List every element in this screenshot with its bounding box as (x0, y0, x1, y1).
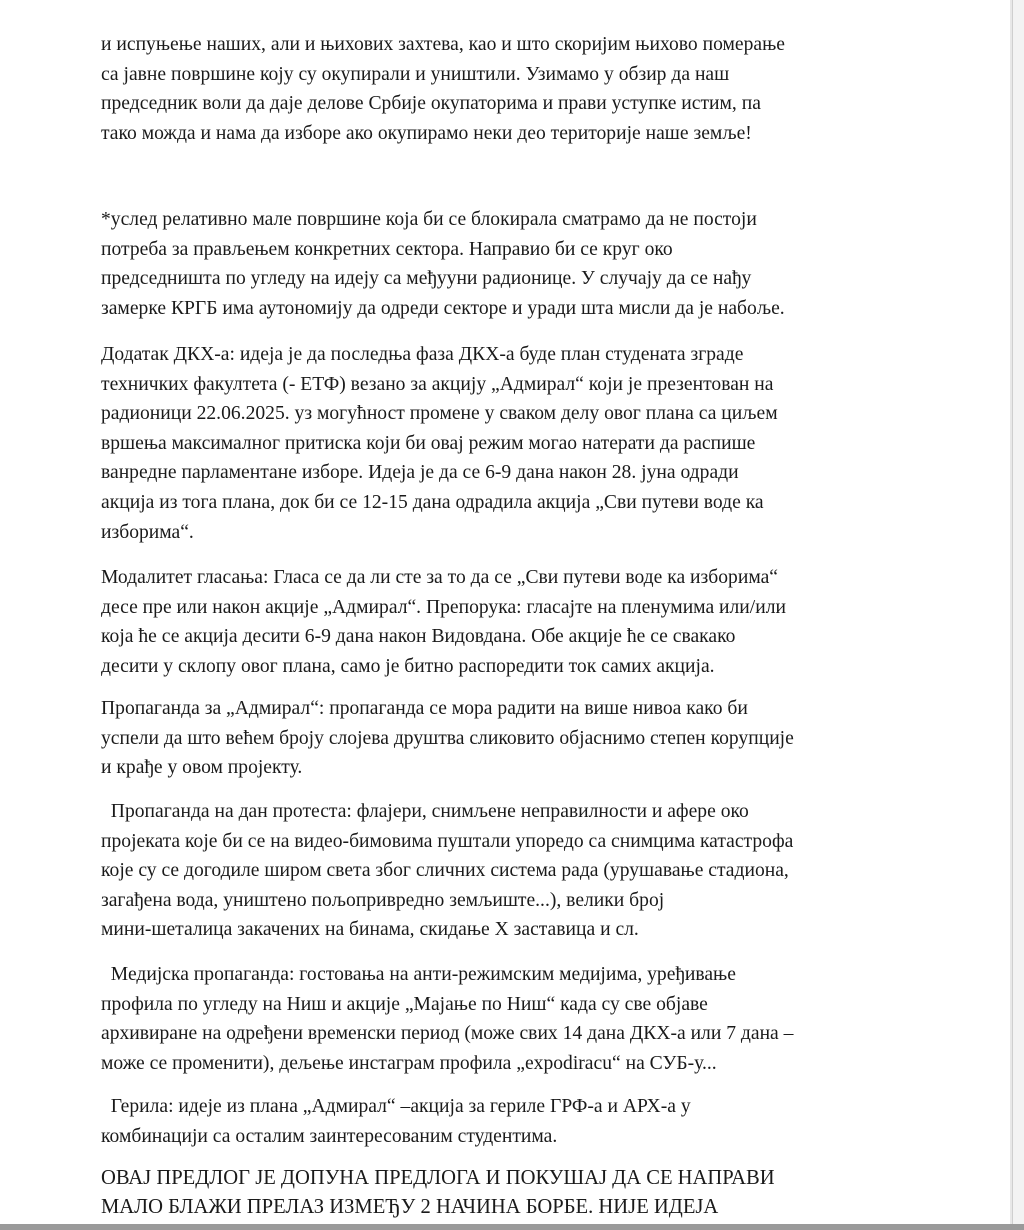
paragraph-media-propaganda (101, 960, 901, 1078)
text-line: тако можда и нама да изборе ако окупирамо неки део територије наше земље! (101, 122, 752, 144)
text-line: и крађе у овом пројекту. (101, 757, 303, 779)
text-line: комбинацији са осталим заинтересованим студентима. (101, 1125, 558, 1147)
text-line: загађена вода, уништено пољопривредно земљиште...), велики број (101, 889, 665, 911)
text-line: и испуњење наших, али и њихових захтева, као и што скоријим њихово померање (101, 34, 785, 55)
text-line: потреба за прављењем конкретних сектора. Направио би се круг око (101, 238, 673, 260)
text-line: која ће се акција десити 6-9 дана након Видовдана. Обе акције ће се свакако (101, 626, 736, 648)
text-line: техничких факултета (- ЕТФ) везано за акцију „Адмирал“ који је презентован на (101, 373, 774, 395)
text-line: Герила: идеје из плана „Адмирал“ –акција за гериле ГРФ-а и АРХ-а у (101, 1096, 691, 1117)
scroll-bottom-bar[interactable] (0, 1224, 1024, 1230)
text-line: Модалитет гласања: Гласа се да ли сте за то да се „Сви путеви воде ка изборима“ (101, 567, 778, 588)
text-line: профила по угледу на Ниш и акције „Мајање по Ниш“ када су све објаве (101, 993, 708, 1015)
text-line: *услед релативно мале површине која би се блокирала сматрамо да не постоји (101, 209, 757, 230)
text-line: десе пре или након акције „Адмирал“. Препорука: гласајте на пленумима или/или (101, 596, 786, 618)
text-line: може се променити), дељење инстаграм профила „expodiracu“ на СУБ-у... (101, 1052, 717, 1074)
text-line: успели да што већем броју слојева друштва сликовито објаснимо степен корупције (101, 727, 794, 749)
text-line: пројеката које би се на видео-бимовима пуштали упоредо са снимцима катастрофа (101, 830, 794, 852)
text-line: МАЛО БЛАЖИ ПРЕЛАЗ ИЗМЕЂУ 2 НАЧИНА БОРБЕ. НИЈЕ ИДЕЈА (101, 1196, 719, 1218)
paragraph-closing-statement (101, 1164, 901, 1222)
text-line: вршења максималног притиска који би овај режим могао натерати да распише (101, 432, 756, 454)
paragraph-protest-day-propaganda (101, 797, 901, 945)
text-line: са јавне површине коју су окупирали и уништили. Узимамо у обзир да наш (101, 63, 730, 85)
text-line: које су се догодиле широм света због сличних система рада (урушавање стадиона, (101, 860, 789, 882)
paragraph-propaganda-admiral (101, 694, 901, 783)
text-line: акција из тога плана, док би се 12-15 дана одрадила акција „Сви путеви воде ка (101, 491, 764, 513)
paragraph-footnote-sectors (101, 205, 901, 323)
paragraph-voting-modality (101, 563, 901, 681)
text-line: Медијска пропаганда: гостовања на анти-режимским медијима, уређивање (101, 964, 736, 985)
paragraph-dkh-addendum (101, 340, 901, 547)
text-line: изборима“. (101, 521, 194, 543)
text-line: председник воли да даје делове Србије окупаторима и прави уступке истим, па (101, 93, 761, 115)
text-line: ОВАЈ ПРЕДЛОГ ЈЕ ДОПУНА ПРЕДЛОГА И ПОКУШАЈ ДА СЕ НАПРАВИ (101, 1167, 775, 1189)
page-right-edge (1010, 0, 1024, 1230)
text-line: Додатак ДКХ-а: идеја је да последња фаза ДКХ-а буде план студената зграде (101, 344, 744, 365)
text-line: десити у склопу овог плана, само је битно распоредити ток самих акција. (101, 655, 715, 677)
paragraph-guerrilla (101, 1092, 901, 1151)
text-line: замерке КРГБ има аутономију да одреди секторе и уради шта мисли да је набоље. (101, 297, 785, 319)
text-line: Пропаганда за „Адмирал“: пропаганда се мора радити на више нивоа како би (101, 698, 748, 719)
text-line: радионици 22.06.2025. уз могућност промене у сваком делу овог плана са циљем (101, 403, 778, 425)
text-line: председништа по угледу на идеју са међууни радионице. У случају да се нађу (101, 268, 752, 290)
text-line: ванредне парламентане изборе. Идеја је да се 6-9 дана након 28. јуна одради (101, 462, 739, 484)
text-line: мини-шеталица закачених на бинама, скидање X заставица и сл. (101, 919, 639, 941)
text-line: Пропаганда на дан протеста: флајери, снимљене неправилности и афере око (101, 801, 749, 822)
paragraph-demands (101, 30, 901, 148)
text-line: архивиране на одређени временски период (може свих 14 дана ДКХ-а или 7 дана – (101, 1023, 794, 1045)
